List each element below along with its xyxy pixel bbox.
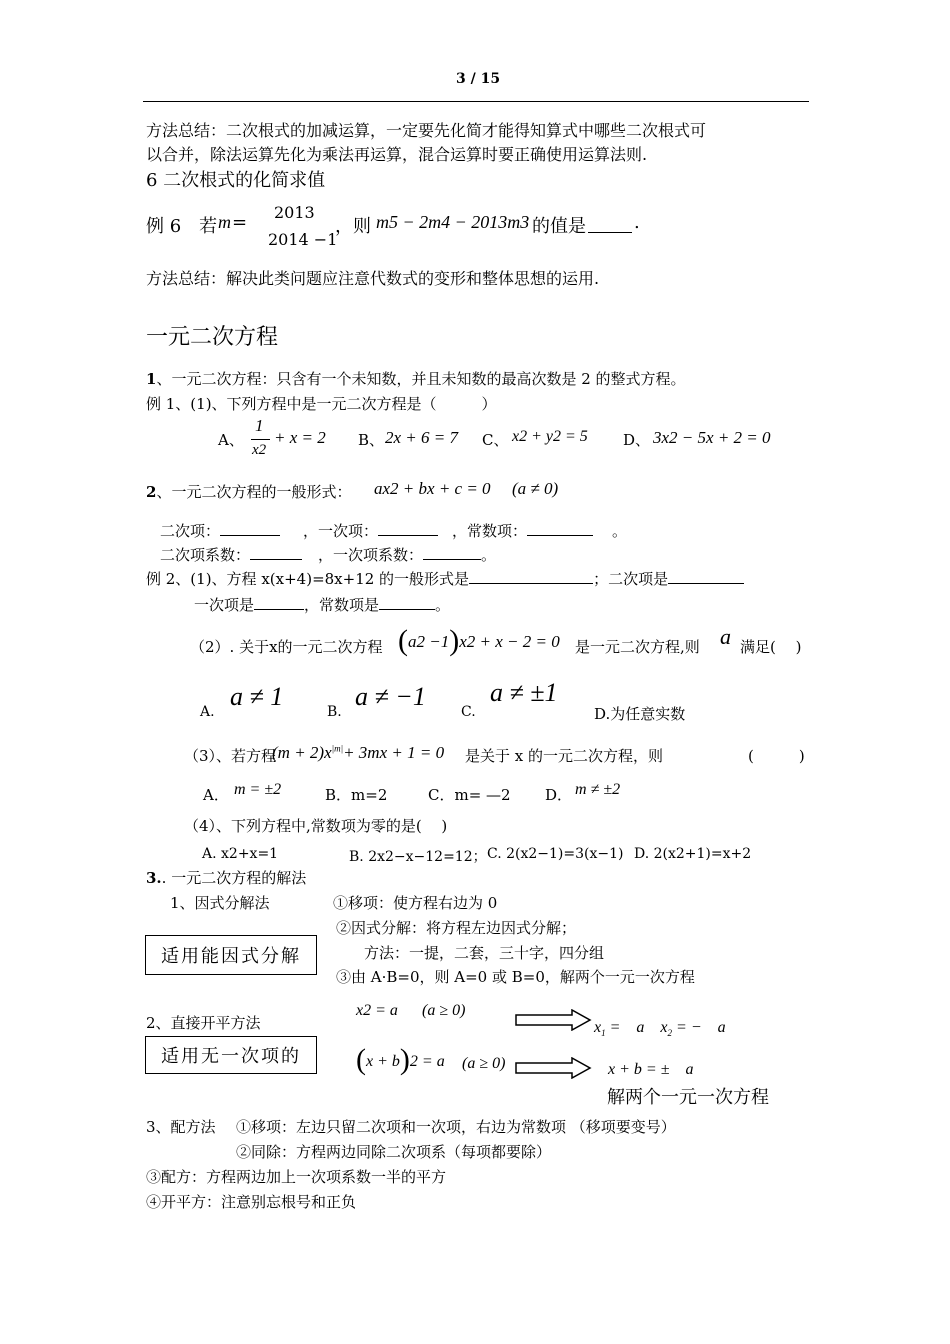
fill-constant-term: ，常数项：: [452, 520, 593, 541]
item-3-text: . 一元二次方程的解法: [161, 869, 307, 887]
example-2-3-d-label: D．: [545, 786, 573, 804]
method-3-step-2: ②同除：方程两边同除二次项系（每项都要除）: [236, 1143, 552, 1161]
example-2-2-d-label: D.为任意实数: [594, 705, 686, 723]
example-1-stem: 例 1、(1)、下列方程中是一元二次方程是（ ）: [146, 395, 497, 413]
example-6-frac-den: 2014 −1: [268, 230, 338, 249]
option-a-num: 1: [255, 416, 264, 435]
example-2-3-d-expr: m ≠ ±2: [575, 781, 621, 798]
option-b-expr: 2x + 6 = 7: [385, 428, 458, 447]
fill-quadratic-term: 二次项：: [160, 520, 280, 541]
item-2-num: 2: [146, 483, 157, 501]
method-2-cond-1: (a ≥ 0): [422, 1002, 466, 1019]
option-c-label: C、: [482, 431, 509, 449]
example-2-3-prefix: （3）、若方程: [184, 747, 277, 765]
example-2-2-a-expr: a ≠ 1: [230, 682, 284, 711]
option-c-expr: x2 + y2 = 5: [512, 428, 588, 445]
example-2-4-b: B. 2x2−x−12=12；: [349, 849, 487, 865]
method-2-box: 适用无一次项的: [145, 1036, 317, 1074]
method-3-step-3: ③配方：方程两边加上一次项系数一半的平方: [146, 1168, 447, 1186]
example-2-2-a-label: A.: [200, 704, 215, 720]
option-a-fraction-bar: [251, 439, 270, 440]
item-3-num: 3.: [146, 869, 162, 887]
method-2-cond-2: (a ≥ 0): [462, 1055, 506, 1072]
method-1-step-2: ②因式分解：将方程左边因式分解；: [336, 919, 577, 937]
method-1-step-4: ③由 A·B=0，则 A=0 或 B=0，解两个一元一次方程: [336, 968, 695, 986]
fill-linear-coef: ，一次项系数： 。: [318, 546, 497, 564]
example-6-var: m: [218, 212, 231, 232]
example-2-2-var: a: [720, 624, 731, 649]
fill-linear-term: ，一次项：: [303, 520, 438, 541]
example-2-3-c: C．m= —2: [428, 786, 511, 804]
method-3-step-1: ①移项：左边只留二次项和一次项，右边为常数项 （移项要变号）: [236, 1118, 676, 1136]
fill-quadratic-coef: 二次项系数：: [160, 544, 302, 565]
example-6-suffix: 的值是: [532, 216, 586, 237]
example-2-line-1: 例 2、(1)、方程 x(x+4)=8x+12 的一般形式是 ；二次项是: [146, 568, 744, 589]
method-2-eq-1: x2 = a: [356, 1002, 398, 1019]
example-2-3-expr: $(m + 2)x^{|m|}+ 3mx + 1 = 0$: [272, 743, 445, 762]
example-6-blank: [588, 214, 632, 233]
method-2-arrow-2-icon: [514, 1057, 592, 1079]
item-1-text: 、一元二次方程：只含有一个未知数，并且未知数的最高次数是 2 的整式方程。: [156, 370, 686, 388]
example-2-3-suffix: 是关于 x 的一元二次方程，则: [465, 747, 663, 765]
option-a-rest: + x = 2: [274, 428, 326, 447]
example-2-2-b-expr: a ≠ −1: [355, 682, 426, 711]
example-2-3-b: B．m=2: [325, 786, 388, 804]
example-6-middle: ，则: [335, 216, 371, 237]
method-2-result-1: $x_1$ = a $x_2$ = − a: [594, 1019, 726, 1039]
example-2-3-a-label: A．: [203, 786, 229, 804]
example-2-2-c-expr: a ≠ ±1: [490, 678, 558, 707]
option-a-den: x2: [252, 442, 267, 458]
summary-line-1: 方法总结：二次根式的加减运算，一定要先化简才能得知算式中哪些二次根式可: [146, 121, 707, 140]
example-2-2-prefix: （2）. 关于x的一元二次方程: [190, 638, 383, 656]
item-1-num: 1: [146, 370, 157, 388]
option-a-label: A、: [218, 431, 244, 449]
summary-2: 方法总结：解决此类问题应注意代数式的变形和整体思想的运用.: [146, 269, 600, 288]
option-d-expr: 3x2 − 5x + 2 = 0: [653, 428, 771, 447]
example-6-eq: =: [232, 212, 248, 233]
example-2-3-paren: ( ): [748, 747, 805, 765]
method-3-label: 3、配方法: [146, 1118, 216, 1136]
example-2-4-a: A. x2+x=1: [202, 846, 279, 862]
example-2-2-c-label: C.: [461, 704, 476, 720]
general-form-cond: (a ≠ 0): [512, 479, 559, 498]
fill-1-end: 。: [612, 522, 628, 540]
page-number: 3 / 15: [456, 71, 501, 87]
general-form-expr: ax2 + bx + c = 0: [374, 479, 491, 498]
example-2-2-b-label: B.: [327, 704, 342, 720]
section-6-heading: 6 二次根式的化简求值: [146, 170, 326, 191]
example-2-2-expr: (a2 −1)x2 + x − 2 = 0: [398, 624, 560, 657]
method-1-label: 1、因式分解法: [170, 894, 270, 912]
method-1-step-1: ①移项：使方程右边为 0: [333, 894, 498, 912]
item-2-text: 、一元二次方程的一般形式：: [156, 483, 352, 501]
example-2-4-c: C. 2(x2−1)=3(x−1): [487, 846, 624, 862]
method-1-step-3: 方法：一提，二套，三十字，四分组: [364, 944, 605, 962]
method-1-box: 适用能因式分解: [145, 935, 317, 975]
main-heading: 一元二次方程: [146, 325, 279, 350]
example-6-expr: m5 − 2m4 − 2013m3: [376, 212, 530, 232]
example-2-3-a-expr: m = ±2: [234, 781, 282, 798]
example-6-frac-num: 2013: [274, 203, 315, 222]
summary-line-2: 以合并，除法运算先化为乘法再运算，混合运算时要正确使用运算法则.: [146, 145, 648, 164]
method-2-arrow-1-icon: [514, 1009, 592, 1031]
method-3-step-4: ④开平方：注意别忘根号和正负: [146, 1193, 357, 1211]
option-b-label: B、: [358, 431, 385, 449]
example-2-2-end: 满足( ): [740, 638, 802, 656]
method-2-eq-2: (x + b)2 = a: [356, 1043, 445, 1076]
method-2-label: 2、直接开平方法: [146, 1014, 261, 1032]
option-d-label: D、: [623, 431, 651, 449]
header-rule: [143, 101, 809, 102]
method-2-result-note: 解两个一元一次方程: [607, 1087, 769, 1108]
example-2-4-d: D. 2(x2+1)=x+2: [634, 846, 752, 862]
example-2-line-2: 一次项是 ，常数项是 。: [194, 596, 451, 614]
example-6-prefix: 例 6 若: [146, 216, 218, 237]
example-2-4-stem: （4）、下列方程中,常数项为零的是( ): [184, 817, 448, 835]
example-2-2-mid: 是一元二次方程,则: [575, 638, 700, 656]
method-2-result-2: x + b = ± a: [608, 1061, 694, 1078]
example-6-end: .: [634, 212, 640, 233]
